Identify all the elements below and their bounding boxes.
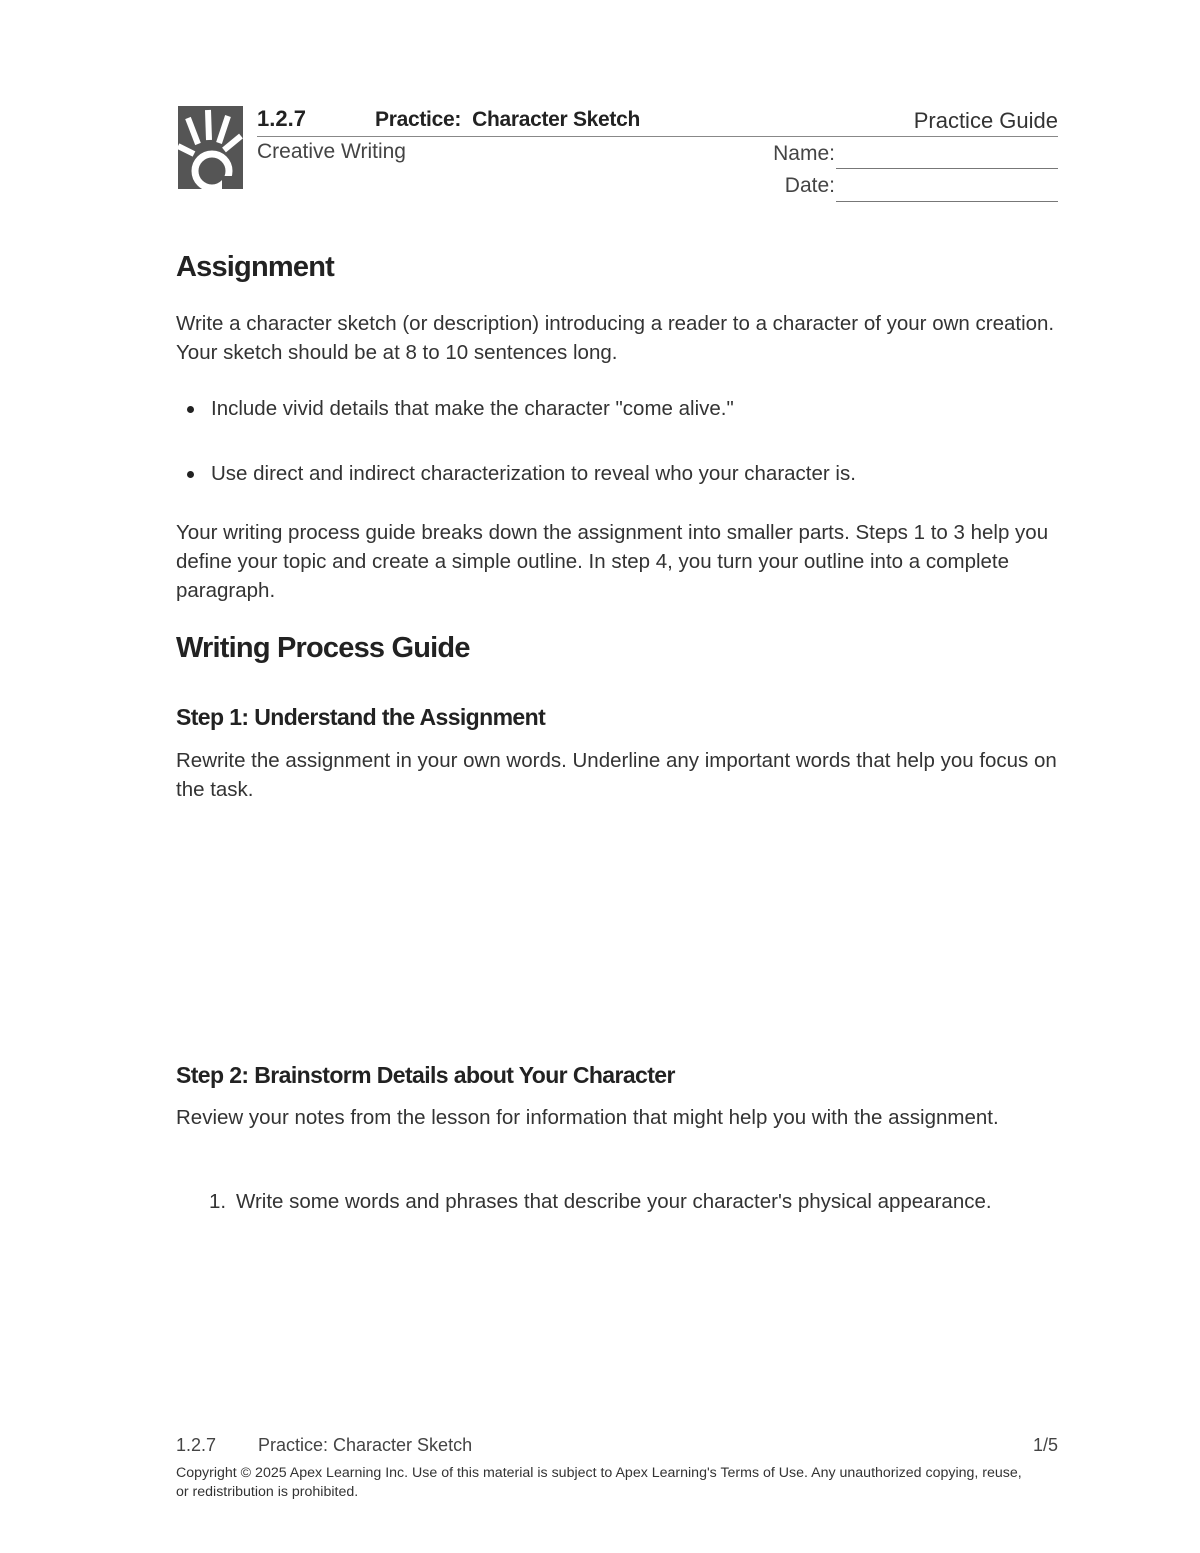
writing-process-heading: Writing Process Guide: [176, 632, 470, 664]
step2-instructions: Review your notes from the lesson for information that might help you with the assignment.: [176, 1106, 999, 1129]
list-item-text: Include vivid details that make the character "come alive.": [211, 397, 734, 420]
header-divider: [257, 136, 1058, 137]
list-item-text: Use direct and indirect characterization to reveal who your character is.: [211, 462, 856, 485]
course-name: Creative Writing: [257, 140, 406, 163]
date-field[interactable]: [836, 201, 1058, 202]
bullet-icon: [187, 406, 194, 413]
date-label: Date:: [784, 174, 835, 197]
assignment-heading: Assignment: [176, 251, 334, 283]
apex-learning-logo: [178, 106, 243, 189]
step1-heading: Step 1: Understand the Assignment: [176, 704, 546, 730]
numbered-list-item: [209, 1181, 1009, 1222]
lesson-code: 1.2.7: [257, 106, 306, 131]
page-number: 1/5: [1032, 1435, 1058, 1455]
footer-lesson-code: 1.2.7: [176, 1435, 217, 1455]
item-text: Write some words and phrases that describe your character's physical appearance.: [236, 1190, 992, 1213]
process-note: Your writing process guide breaks down the assignment into smaller parts. Steps 1 to 3 help you define your topic and create a simple outline. In step 4, you turn your outline into a complete paragraph.: [176, 521, 1049, 602]
name-label: Name:: [773, 142, 835, 165]
copyright-notice: Copyright © 2025 Apex Learning Inc. Use of this material is subject to Apex Learning's Terms of Use. Any unauthorized copying, reuse, or redistribution is prohibited.: [176, 1465, 1022, 1500]
footer-lesson-title: Practice: Character Sketch: [258, 1435, 473, 1455]
name-field[interactable]: [836, 168, 1058, 169]
step1-instructions: Rewrite the assignment in your own words. Underline any important words that help you focus on the task.: [176, 749, 1057, 801]
assignment-intro: Write a character sketch (or description) introducing a reader to a character of your own creation. Your sketch should be at 8 to 10 sentences long.: [176, 312, 1055, 364]
bullet-icon: [187, 471, 194, 478]
guide-type-label: Practice Guide: [913, 108, 1058, 133]
lesson-title: Practice: Character Sketch: [375, 108, 641, 131]
item-number: 1.: [209, 1190, 227, 1213]
step2-heading: Step 2: Brainstorm Details about Your Character: [176, 1062, 675, 1088]
